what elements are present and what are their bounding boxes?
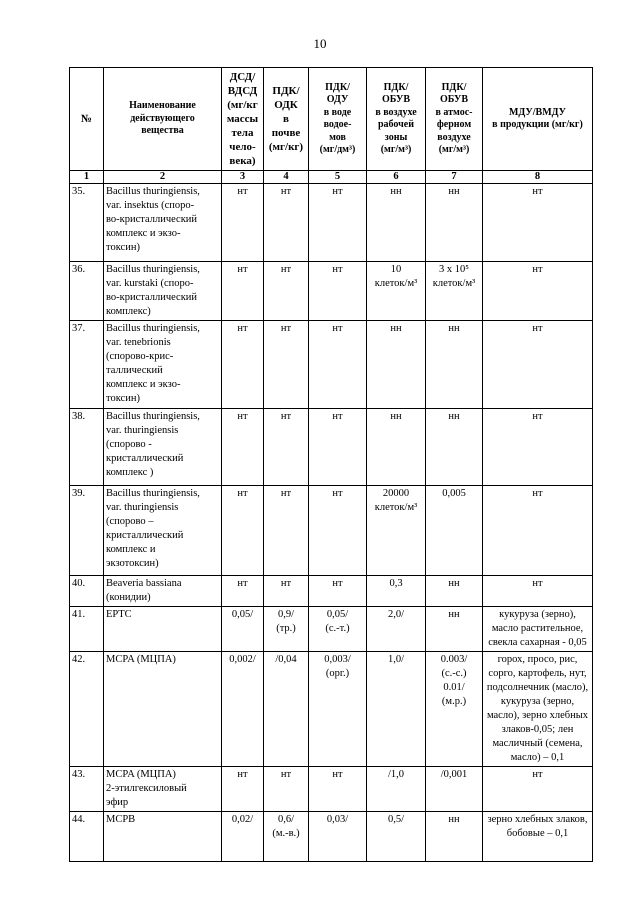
- pdk-soil-value: 0,9/ (тр.): [264, 607, 309, 652]
- substance-name: Bacillus thuringiensis, var. tenebrionis (спорово-крис- таллический комплекс и экзо- токсин): [104, 321, 222, 409]
- pdk-soil-value: нт: [264, 576, 309, 607]
- header-mdu: МДУ/ВМДУ в продукции (мг/кг): [483, 68, 593, 171]
- mdu-value: нт: [483, 767, 593, 812]
- table-row: [70, 607, 593, 652]
- dsd-value: нт: [222, 184, 264, 262]
- mdu-value: горох, просо, рис, сорго, картофель, нут, подсолнечник (масло), кукуруза (зерно, масло), зерно хлебных злаков-0,05; лен масличный (семена, масло) – 0,1: [483, 652, 593, 767]
- table-row: [70, 184, 593, 262]
- pdk-water-value: нт: [309, 409, 367, 486]
- pdk-atm-air-value: нн: [426, 812, 483, 862]
- substance-name: MCPA (МЦПА) 2-этилгексиловый эфир: [104, 767, 222, 812]
- dsd-value: нт: [222, 262, 264, 321]
- row-number: 43.: [70, 767, 104, 812]
- substance-name: Bacillus thuringiensis, var. thuringiensis (спорово - кристаллический комплекс ): [104, 409, 222, 486]
- pdk-atm-air-value: 0,005: [426, 486, 483, 576]
- dsd-value: нт: [222, 767, 264, 812]
- substance-name: Bacillus thuringiensis, var. kurstaki (споро- во-кристаллический комплекс): [104, 262, 222, 321]
- table-row: [70, 652, 593, 767]
- pdk-atm-air-value: /0,001: [426, 767, 483, 812]
- dsd-value: нт: [222, 409, 264, 486]
- pdk-work-air-value: нн: [367, 184, 426, 262]
- pesticide-standards-table: [69, 67, 593, 862]
- pdk-atm-air-value: 3 x 10⁵ клеток/м³: [426, 262, 483, 321]
- pdk-water-value: 0,03/: [309, 812, 367, 862]
- pdk-soil-value: нт: [264, 409, 309, 486]
- pdk-water-value: 0,003/ (орг.): [309, 652, 367, 767]
- pdk-soil-value: нт: [264, 767, 309, 812]
- column-number-row: [70, 171, 593, 184]
- pdk-atm-air-value: 0.003/ (с.-с.) 0.01/ (м.р.): [426, 652, 483, 767]
- pdk-atm-air-value: нн: [426, 184, 483, 262]
- pdk-atm-air-value: нн: [426, 607, 483, 652]
- dsd-value: нт: [222, 486, 264, 576]
- pdk-atm-air-value: нн: [426, 321, 483, 409]
- header-row: [70, 68, 593, 171]
- mdu-value: кукуруза (зерно), масло растительное, свекла сахарная - 0,05: [483, 607, 593, 652]
- pdk-atm-air-value: нн: [426, 576, 483, 607]
- header-substance-name: Наименование действующего вещества: [104, 68, 222, 171]
- row-number: 41.: [70, 607, 104, 652]
- column-number: 4: [264, 171, 309, 184]
- dsd-value: 0,02/: [222, 812, 264, 862]
- substance-name: MCPA (МЦПА): [104, 652, 222, 767]
- pdk-water-value: нт: [309, 486, 367, 576]
- pdk-work-air-value: нн: [367, 409, 426, 486]
- mdu-value: нт: [483, 262, 593, 321]
- column-number: 1: [70, 171, 104, 184]
- table-row: [70, 262, 593, 321]
- table-row: [70, 576, 593, 607]
- dsd-value: нт: [222, 321, 264, 409]
- pdk-work-air-value: /1,0: [367, 767, 426, 812]
- header-pdk-soil: ПДК/ ОДК в почве (мг/кг): [264, 68, 309, 171]
- page-number: 10: [313, 36, 327, 51]
- pdk-work-air-value: 10 клеток/м³: [367, 262, 426, 321]
- dsd-value: 0,002/: [222, 652, 264, 767]
- pdk-atm-air-value: нн: [426, 409, 483, 486]
- dsd-value: 0,05/: [222, 607, 264, 652]
- table-row: [70, 812, 593, 862]
- header-number: №: [70, 68, 104, 171]
- substance-name: Bacillus thuringiensis, var. thuringiensis (спорово – кристаллический комплекс и экзотоксин): [104, 486, 222, 576]
- pdk-work-air-value: нн: [367, 321, 426, 409]
- pdk-water-value: 0,05/ (с.-т.): [309, 607, 367, 652]
- header-pdk-work-air: ПДК/ ОБУВ в воздухе рабочей зоны (мг/м³): [367, 68, 426, 171]
- pdk-work-air-value: 0,5/: [367, 812, 426, 862]
- row-number: 37.: [70, 321, 104, 409]
- mdu-value: нт: [483, 321, 593, 409]
- table-row: [70, 486, 593, 576]
- mdu-value: нт: [483, 486, 593, 576]
- mdu-value: нт: [483, 409, 593, 486]
- row-number: 40.: [70, 576, 104, 607]
- header-pdk-atm-air: ПДК/ ОБУВ в атмос- ферном воздухе (мг/м³): [426, 68, 483, 171]
- pdk-soil-value: нт: [264, 321, 309, 409]
- pdk-work-air-value: 0,3: [367, 576, 426, 607]
- substance-name: Beaveria bassiana (конидии): [104, 576, 222, 607]
- pdk-soil-value: нт: [264, 486, 309, 576]
- column-number: 5: [309, 171, 367, 184]
- column-number: 8: [483, 171, 593, 184]
- row-number: 39.: [70, 486, 104, 576]
- substance-name: MCPB: [104, 812, 222, 862]
- header-pdk-water: ПДК/ ОДУ в воде водое- мов (мг/дм³): [309, 68, 367, 171]
- row-number: 44.: [70, 812, 104, 862]
- column-number: 3: [222, 171, 264, 184]
- pdk-soil-value: /0,04: [264, 652, 309, 767]
- column-number: 6: [367, 171, 426, 184]
- pdk-water-value: нт: [309, 321, 367, 409]
- mdu-value: нт: [483, 184, 593, 262]
- mdu-value: нт: [483, 576, 593, 607]
- table-row: [70, 767, 593, 812]
- row-number: 38.: [70, 409, 104, 486]
- column-number: 2: [104, 171, 222, 184]
- pdk-water-value: нт: [309, 576, 367, 607]
- pdk-work-air-value: 1,0/: [367, 652, 426, 767]
- substance-name: EPTC: [104, 607, 222, 652]
- table-row: [70, 409, 593, 486]
- pdk-water-value: нт: [309, 262, 367, 321]
- pdk-soil-value: нт: [264, 184, 309, 262]
- row-number: 42.: [70, 652, 104, 767]
- column-number: 7: [426, 171, 483, 184]
- mdu-value: зерно хлебных злаков, бобовые – 0,1: [483, 812, 593, 862]
- pdk-water-value: нт: [309, 184, 367, 262]
- dsd-value: нт: [222, 576, 264, 607]
- pdk-water-value: нт: [309, 767, 367, 812]
- header-dsd: ДСД/ ВДСД (мг/кг массы тела чело- века): [222, 68, 264, 171]
- pdk-soil-value: нт: [264, 262, 309, 321]
- pdk-soil-value: 0,6/ (м.-в.): [264, 812, 309, 862]
- row-number: 35.: [70, 184, 104, 262]
- table-row: [70, 321, 593, 409]
- pdk-work-air-value: 20000 клеток/м³: [367, 486, 426, 576]
- substance-name: Bacillus thuringiensis, var. insektus (споро- во-кристаллический комплекс и экзо- токсин): [104, 184, 222, 262]
- pdk-work-air-value: 2,0/: [367, 607, 426, 652]
- row-number: 36.: [70, 262, 104, 321]
